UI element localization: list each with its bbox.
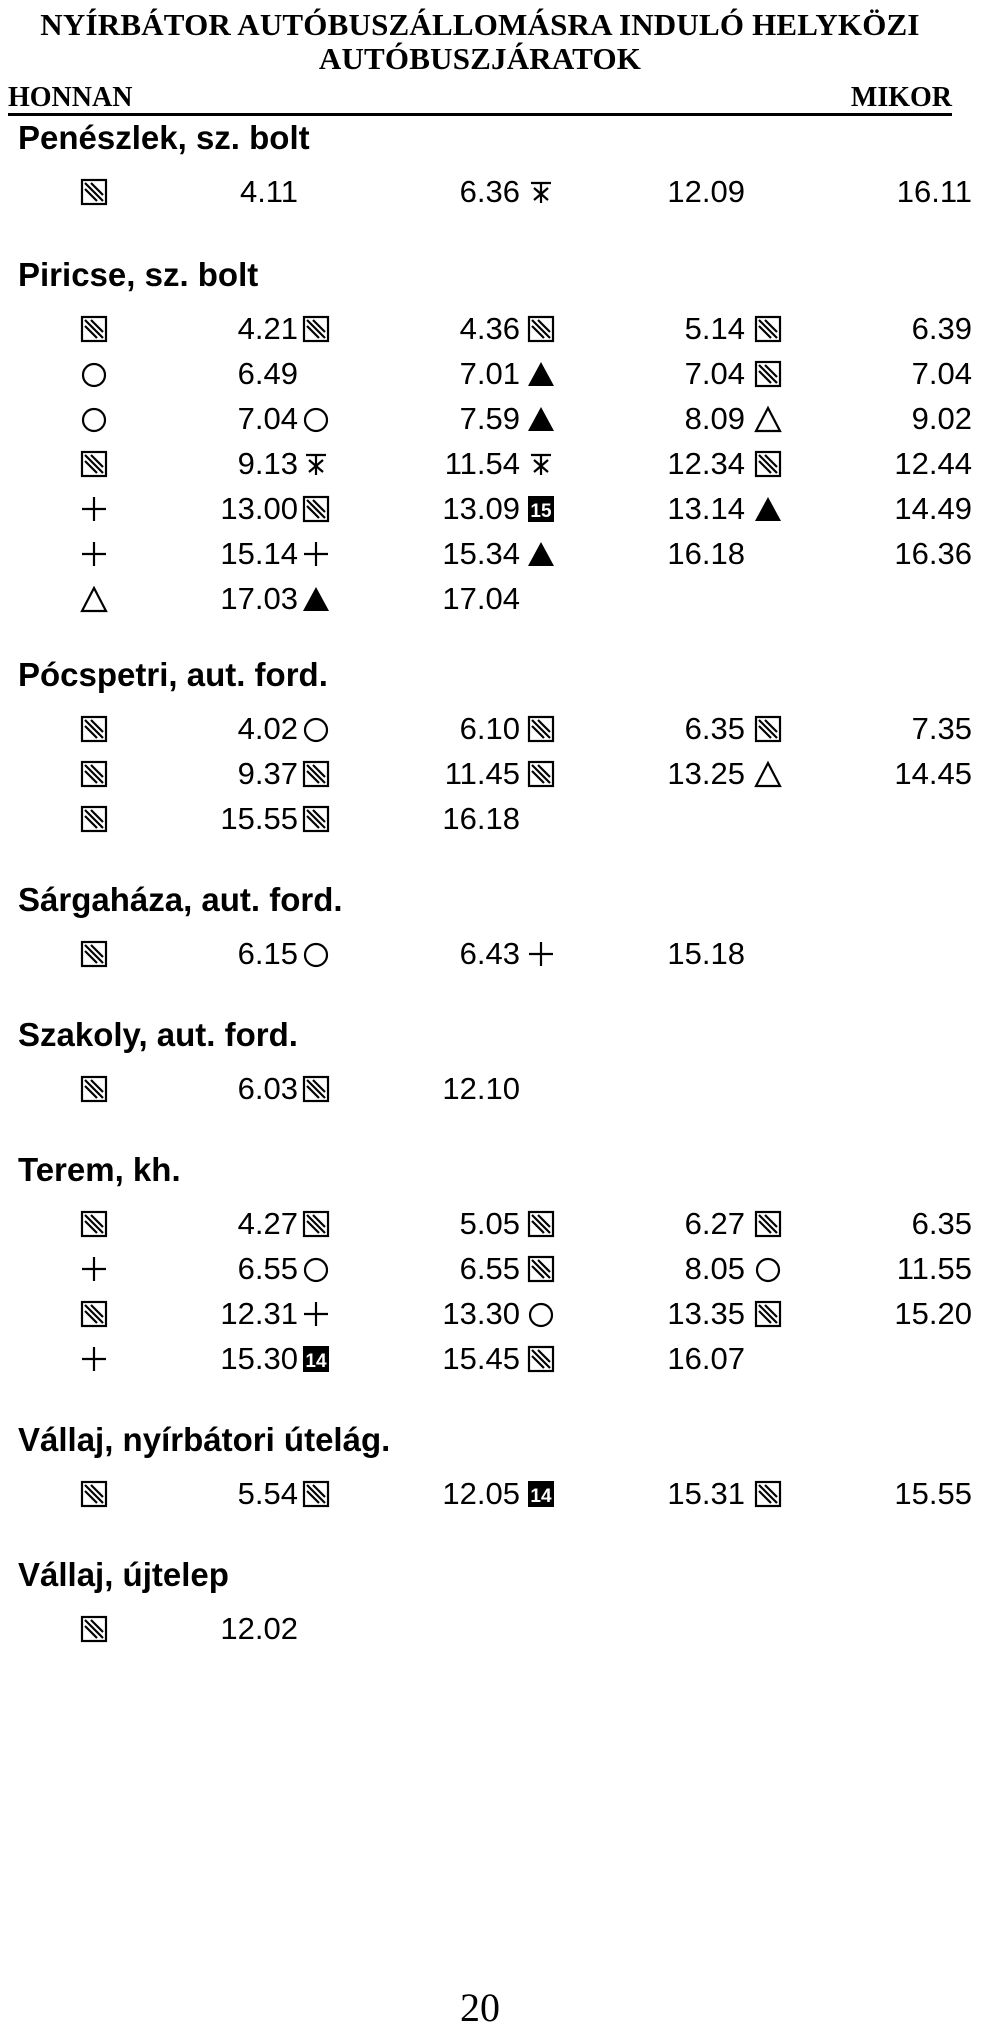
route-number: 14 [530, 1486, 552, 1507]
departure-time: 13.25 [667, 756, 745, 791]
departure-time: 8.09 [684, 401, 745, 436]
departure-time: 13.30 [442, 1296, 520, 1331]
column-header-when: MIKOR [850, 82, 952, 113]
crossed-box-icon [525, 758, 557, 790]
departure-entry [525, 487, 755, 531]
crossed-box-icon [752, 713, 784, 745]
departure-time: 17.03 [220, 581, 298, 616]
departure-entry [78, 932, 308, 976]
departure-time: 8.05 [684, 1251, 745, 1286]
departure-time: 15.55 [220, 801, 298, 836]
route-number: 14 [305, 1351, 327, 1372]
departure-entry [300, 397, 530, 441]
departure-entry [525, 707, 755, 751]
departure-entry [525, 1202, 755, 1246]
departure-time: 12.31 [220, 1296, 298, 1331]
departure-time: 14.49 [894, 491, 972, 526]
departure-entry [752, 397, 982, 441]
departure-entry [300, 1472, 530, 1516]
departure-entry [525, 307, 755, 351]
departure-time: 15.34 [442, 536, 520, 571]
departure-entry [752, 752, 982, 796]
crossed-box-icon [78, 803, 110, 835]
departure-entry [78, 1202, 308, 1246]
departure-entry [752, 707, 982, 751]
departure-time: 13.35 [667, 1296, 745, 1331]
departure-entry [525, 170, 755, 214]
column-header-from: HONNAN [8, 82, 133, 113]
crossed-box-icon [300, 1073, 332, 1105]
plus-icon [78, 493, 110, 525]
crossed-box-icon [78, 1298, 110, 1330]
plus-icon [78, 538, 110, 570]
departure-entry [752, 487, 982, 531]
departure-time: 6.55 [237, 1251, 298, 1286]
departure-time: 12.09 [667, 174, 745, 209]
departure-time: 5.14 [684, 311, 745, 346]
filled-triangle-icon [752, 493, 784, 525]
departure-entry [752, 1472, 982, 1516]
departure-entry [525, 1472, 755, 1516]
departure-time: 4.02 [237, 711, 298, 746]
filled-triangle-icon [525, 538, 557, 570]
departure-time: 7.04 [911, 356, 972, 391]
departure-time: 5.05 [459, 1206, 520, 1241]
crossed-box-icon [78, 1613, 110, 1645]
departure-time: 9.37 [237, 756, 298, 791]
departure-entry [300, 1247, 530, 1291]
header-divider [8, 113, 952, 116]
crossed-box-icon [78, 176, 110, 208]
hammer-icon [525, 448, 557, 480]
crossed-box-icon [525, 1208, 557, 1240]
crossed-box-icon [525, 713, 557, 745]
circle-icon [300, 1253, 332, 1285]
departure-entry [300, 932, 530, 976]
crossed-box-icon [525, 313, 557, 345]
departure-time: 15.31 [667, 1476, 745, 1511]
page-title-line-2: AUTÓBUSZJÁRATOK [318, 41, 642, 76]
departure-time: 16.18 [667, 536, 745, 571]
departure-time: 5.54 [237, 1476, 298, 1511]
departure-time: 6.27 [684, 1206, 745, 1241]
stop-name: Penészlek, sz. bolt [18, 119, 310, 156]
stop-name: Terem, kh. [18, 1151, 181, 1188]
departure-time: 7.59 [459, 401, 520, 436]
circle-icon [78, 358, 110, 390]
departure-entry [525, 397, 755, 441]
departure-entry [300, 352, 530, 396]
departure-entry [525, 352, 755, 396]
page-number: 20 [460, 1985, 500, 2030]
departure-time: 7.35 [911, 711, 972, 746]
crossed-box-icon [300, 493, 332, 525]
departure-time: 6.49 [237, 356, 298, 391]
crossed-box-icon [78, 938, 110, 970]
departure-time: 4.21 [237, 311, 298, 346]
departure-entry [525, 1337, 755, 1381]
stop-name: Pócspetri, aut. ford. [18, 656, 328, 693]
departure-entry [78, 1292, 308, 1336]
departure-time: 7.04 [684, 356, 745, 391]
departure-time: 11.55 [896, 1251, 972, 1286]
departure-time: 12.44 [894, 446, 972, 481]
departure-entry [78, 752, 308, 796]
departure-entry [300, 797, 530, 841]
crossed-box-icon [752, 1478, 784, 1510]
crossed-box-icon [300, 758, 332, 790]
departure-time: 17.04 [442, 581, 520, 616]
departure-entry [752, 170, 982, 214]
circle-icon [78, 403, 110, 435]
departure-entry [525, 752, 755, 796]
departure-time: 15.20 [894, 1296, 972, 1331]
circle-icon [300, 403, 332, 435]
departure-time: 9.13 [237, 446, 298, 481]
departure-entry [78, 487, 308, 531]
departure-time: 15.18 [667, 936, 745, 971]
crossed-box-icon [525, 1253, 557, 1285]
departure-time: 13.09 [442, 491, 520, 526]
departure-time: 16.07 [667, 1341, 745, 1376]
departure-time: 11.45 [444, 756, 520, 791]
departure-entry [300, 1337, 530, 1381]
departure-entry [525, 932, 755, 976]
stop-name: Piricse, sz. bolt [18, 256, 259, 293]
route-number: 15 [530, 501, 552, 522]
departure-time: 16.11 [896, 174, 972, 209]
circle-icon [525, 1298, 557, 1330]
crossed-box-icon [78, 313, 110, 345]
departure-entry [300, 170, 530, 214]
hammer-icon [525, 176, 557, 208]
plus-icon [300, 1298, 332, 1330]
departure-time: 13.00 [220, 491, 298, 526]
departure-entry [300, 532, 530, 576]
crossed-box-icon [300, 803, 332, 835]
departure-entry [78, 352, 308, 396]
departure-entry [525, 1247, 755, 1291]
departure-entry [78, 442, 308, 486]
departure-time: 7.01 [459, 356, 520, 391]
departure-time: 11.54 [444, 446, 520, 481]
stop-name: Vállaj, újtelep [18, 1556, 229, 1593]
departure-time: 6.39 [911, 311, 972, 346]
departure-time: 6.43 [459, 936, 520, 971]
plus-icon [525, 938, 557, 970]
crossed-box-icon [752, 313, 784, 345]
departure-time: 4.36 [459, 311, 520, 346]
departure-entry [300, 442, 530, 486]
departure-time: 6.10 [459, 711, 520, 746]
plus-icon [300, 538, 332, 570]
departure-time: 6.35 [684, 711, 745, 746]
departure-entry [78, 1337, 308, 1381]
circle-icon [300, 938, 332, 970]
departure-entry [525, 532, 755, 576]
departure-entry [78, 1067, 308, 1111]
plus-icon [78, 1253, 110, 1285]
stop-name: Sárgaháza, aut. ford. [18, 881, 343, 918]
departure-time: 13.14 [667, 491, 745, 526]
departure-entry [752, 1202, 982, 1246]
departure-time: 6.36 [459, 174, 520, 209]
departure-time: 15.14 [220, 536, 298, 571]
departure-entry [78, 307, 308, 351]
departure-entry [78, 397, 308, 441]
departure-time: 6.55 [459, 1251, 520, 1286]
number-box-icon [525, 1478, 557, 1510]
departure-time: 15.30 [220, 1341, 298, 1376]
departure-time: 14.45 [894, 756, 972, 791]
circle-icon [752, 1253, 784, 1285]
circle-icon [300, 713, 332, 745]
departure-entry [752, 442, 982, 486]
departure-entry [300, 1202, 530, 1246]
open-triangle-icon [78, 583, 110, 615]
departure-entry [752, 352, 982, 396]
plus-icon [78, 1343, 110, 1375]
departure-time: 6.15 [237, 936, 298, 971]
departure-entry [78, 1247, 308, 1291]
departure-time: 15.55 [894, 1476, 972, 1511]
departure-time: 12.05 [442, 1476, 520, 1511]
departure-entry [78, 1472, 308, 1516]
departure-time: 6.03 [237, 1071, 298, 1106]
crossed-box-icon [525, 1343, 557, 1375]
crossed-box-icon [78, 1073, 110, 1105]
departure-time: 4.27 [237, 1206, 298, 1241]
number-box-icon [300, 1343, 332, 1375]
page-title-line-1: NYÍRBÁTOR AUTÓBUSZÁLLOMÁSRA INDULÓ HELYKÖZI [40, 7, 920, 42]
departure-time: 9.02 [911, 401, 972, 436]
departure-entry [78, 797, 308, 841]
crossed-box-icon [300, 1478, 332, 1510]
departure-time: 12.10 [442, 1071, 520, 1106]
open-triangle-icon [752, 758, 784, 790]
crossed-box-icon [300, 313, 332, 345]
crossed-box-icon [752, 448, 784, 480]
crossed-box-icon [752, 358, 784, 390]
crossed-box-icon [752, 1298, 784, 1330]
departure-time: 16.18 [442, 801, 520, 836]
departure-entry [300, 487, 530, 531]
departure-entry [525, 1292, 755, 1336]
crossed-box-icon [78, 758, 110, 790]
departure-entry [300, 307, 530, 351]
departure-time: 12.34 [667, 446, 745, 481]
crossed-box-icon [78, 713, 110, 745]
departure-time: 7.04 [237, 401, 298, 436]
departure-entry [300, 707, 530, 751]
departure-entry [300, 1292, 530, 1336]
departure-entry [525, 442, 755, 486]
departure-entry [752, 307, 982, 351]
departure-entry [752, 532, 982, 576]
departure-entry [78, 707, 308, 751]
departure-entry [78, 1607, 308, 1651]
departure-time: 15.45 [442, 1341, 520, 1376]
stop-name: Szakoly, aut. ford. [18, 1016, 298, 1053]
departure-entry [78, 532, 308, 576]
hammer-icon [300, 448, 332, 480]
crossed-box-icon [752, 1208, 784, 1240]
departure-time: 16.36 [894, 536, 972, 571]
crossed-box-icon [78, 1478, 110, 1510]
departure-entry [300, 1067, 530, 1111]
departure-entry [752, 1292, 982, 1336]
number-box-icon [525, 493, 557, 525]
departure-entry [78, 577, 308, 621]
filled-triangle-icon [525, 403, 557, 435]
stop-name: Vállaj, nyírbátori útelág. [18, 1421, 391, 1458]
open-triangle-icon [752, 403, 784, 435]
crossed-box-icon [78, 1208, 110, 1240]
departure-entry [78, 170, 308, 214]
departure-time: 4.11 [239, 174, 298, 209]
crossed-box-icon [78, 448, 110, 480]
departure-time: 12.02 [220, 1611, 298, 1646]
filled-triangle-icon [300, 583, 332, 615]
departure-entry [300, 577, 530, 621]
departure-time: 6.35 [911, 1206, 972, 1241]
filled-triangle-icon [525, 358, 557, 390]
departure-entry [752, 1247, 982, 1291]
crossed-box-icon [300, 1208, 332, 1240]
departure-entry [300, 752, 530, 796]
